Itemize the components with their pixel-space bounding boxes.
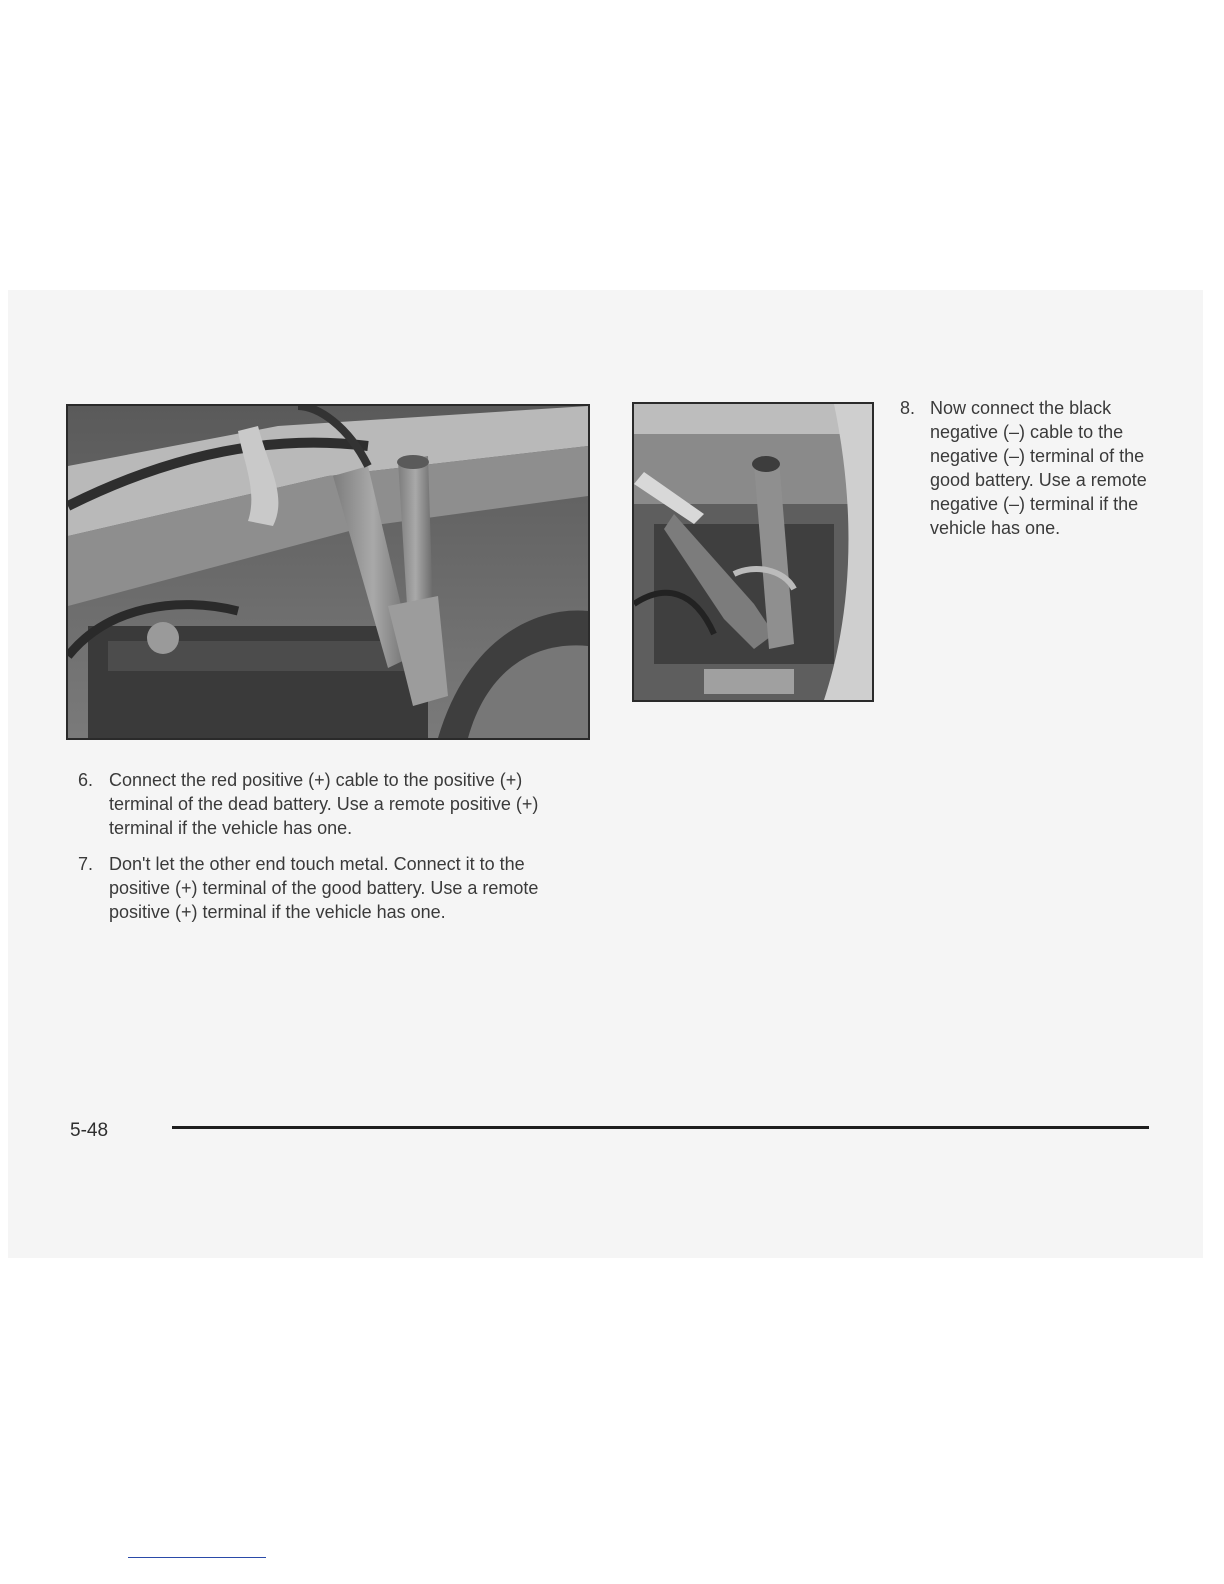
step-7 xyxy=(78,852,578,924)
negative-cable-photo xyxy=(632,402,874,702)
footer-rule xyxy=(172,1126,1149,1129)
page-number: 5-48 xyxy=(70,1120,109,1141)
step-text: Now connect the black negative (–) cable to the negative (–) terminal of the good battery. Use a remote negative (–) terminal if the vehicle has one. xyxy=(930,398,1147,538)
step-number: 8. xyxy=(900,398,916,418)
step-number: 7. xyxy=(78,854,94,874)
negative-cable-illustration xyxy=(634,404,872,700)
step-text: Don't let the other end touch metal. Connect it to the positive (+) terminal of the good battery. Use a remote positive (+) terminal if the vehicle has one. xyxy=(109,854,539,922)
step-8 xyxy=(900,396,1150,540)
step-6 xyxy=(78,768,578,840)
bottom-divider xyxy=(128,1557,266,1558)
positive-cable-illustration xyxy=(68,406,588,738)
step-number: 6. xyxy=(78,770,94,790)
positive-cable-photo xyxy=(66,404,590,740)
step-text: Connect the red positive (+) cable to the positive (+) terminal of the dead battery. Use a remote positive (+) terminal if the vehicle has one. xyxy=(109,770,539,838)
